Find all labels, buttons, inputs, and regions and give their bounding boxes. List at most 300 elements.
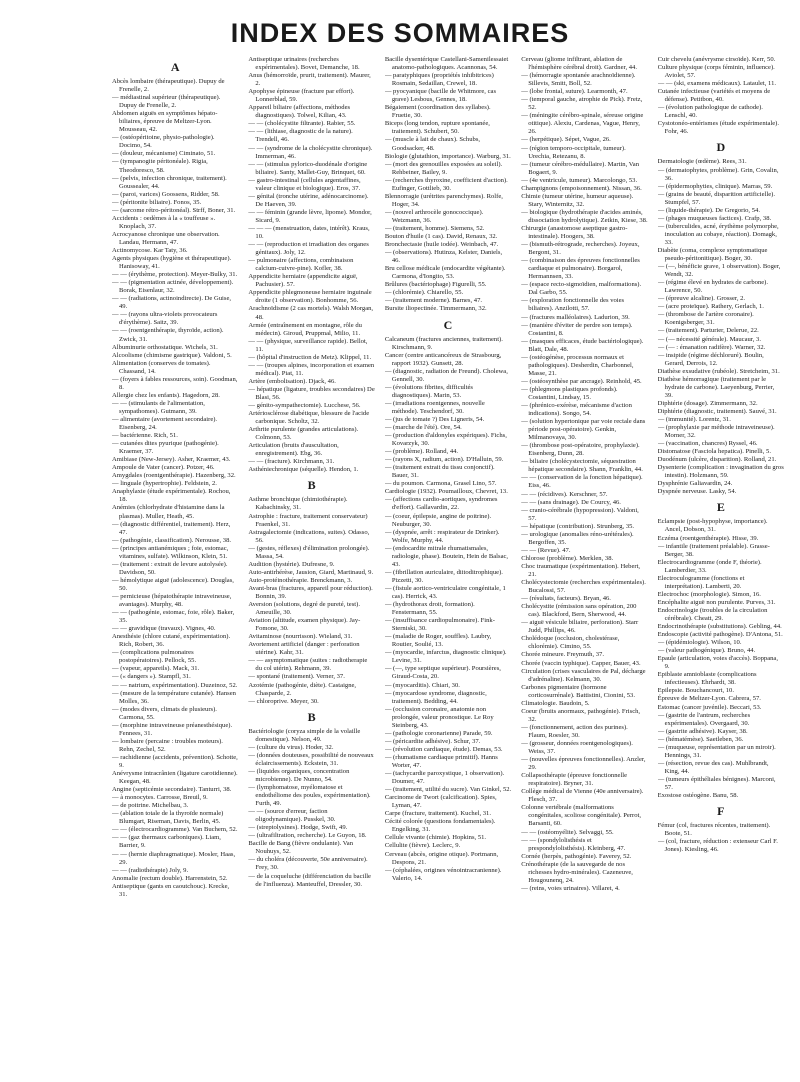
index-entry: — — gravidique (travaux). Vignes, 40. <box>112 625 216 633</box>
index-entry: — de la coqueluche (différenciation du bacille de l'influenza). Manteuffel, Dressler, 30. <box>248 872 371 888</box>
index-entry: — (vaccination, chancres) Ryssel, 46. <box>657 440 758 448</box>
index-entry: — (thrombose post-opératoire, prophylaxie). Eisenberg, Dunn, 28. <box>521 442 640 458</box>
index-entry: Climatologie. Baudoin, 5. <box>521 699 590 707</box>
index-entry: Distomatose (Fasciola hepatica). Pinelli, 5. <box>657 448 771 456</box>
index-entry: — — (rayons ultra-violets provocateurs d'érythème). Saitz, 39. <box>112 311 218 327</box>
index-entry: Acrocyanose chronique une observation. Landau, Hermann, 47. <box>112 230 220 246</box>
index-entry: Dysphrénie Galiavardin, 24. <box>657 480 733 488</box>
index-entry: — (gastrite adhésive). Kayser, 38. <box>657 727 748 735</box>
index-entry: Aversion (solutions, degré de pureté, test). Ameuille, 30. <box>248 601 360 617</box>
index-entry: — (insuffisance cardiopulmonaire). Fink-Sterniski, 30. <box>384 617 495 633</box>
index-entry: — (irradiations roentgennes, nouvelle méthode). Teschendorf, 30. <box>384 399 485 415</box>
index-entry: — — (sans drainage). De Courcy, 46. <box>521 498 621 506</box>
index-entry: Exostose ostéogène. Banu, 58. <box>657 792 739 800</box>
index-entry: — (nouvelles épreuves fonctionnelles). Anzler, 29. <box>521 756 646 772</box>
index-entry: — (liquide-thérapie). De Gregorio, 54. <box>657 206 760 214</box>
index-entry: — (ostéogénèse, processus normaux et pathologiques). Desherdin, Charbonnel, Masse, 21. <box>521 353 634 377</box>
index-entry: — pulmonaire (affections, combinaison calcium-cuivre-pine). Kofler, 38. <box>248 257 354 273</box>
index-entry: Chorée mineure. Freymuth, 37. <box>521 651 604 659</box>
index-entry: — (hydrothorax droit, formation). Fenstermann, 55. <box>384 601 475 617</box>
index-entry: — (— : émanation radifère). Warner, 32. <box>657 343 766 351</box>
index-entry: Cholécystite (rémission sans opération, 200 cas). Blackford, Bern, Sherwood, 44. <box>521 603 637 619</box>
index-entry: — — (fracture). Kirchmann, 31. <box>248 458 335 466</box>
index-entry: Audition (hystérie). Dufresne, 9. <box>248 560 335 568</box>
index-column <box>521 56 647 1074</box>
index-entry: Epilepsie. Bouchancourt, 10. <box>657 687 734 695</box>
index-entry: — — (conservation de la fonction hépatique). Eiss, 46. <box>521 474 643 490</box>
index-entry: — (immunité). Lorentz, 31. <box>657 415 731 423</box>
index-entry: Avitaminose (nourrisson). Wieland, 31. <box>248 633 353 641</box>
index-entry: — (sarcome rétro-péritonéal). Strff, Boner, 31. <box>112 206 236 214</box>
index-entry: Azotémie (pathogénie, diète). Castaigne, Chasparde, 2. <box>248 681 357 697</box>
index-entry: Anaphylaxie (étude expérimentale). Rochou, 18. <box>112 488 231 504</box>
index-entry: Circulation (crises vasculaires de Pal, décharge d'adrénaline). Kelmann, 30. <box>521 667 646 683</box>
index-entry: — (—, type septique supérieur). Poursières, Giraud-Costa, 20. <box>384 665 501 681</box>
index-entry: Crénothérapie (de la sauvegarde de nos richesses hydro-minérales). Cazeneuve, Hougounenq, 24. <box>521 860 633 884</box>
index-entry: Endoscopie (activité pathogène). D'Antona, 51. <box>657 631 783 639</box>
index-entry: Anomalie (rectum double). Harrenstein, 52. <box>112 874 228 882</box>
index-column <box>248 56 374 1074</box>
index-entry: — (col, fracture, réduction : extenseur Carl F. Jones). Kiesling, 46. <box>657 838 778 854</box>
index-entry: Electrochoc (morphologie). Simon, 16. <box>657 590 761 598</box>
index-entry: — (herpétique). Sépet, Vague, 26. <box>521 136 611 144</box>
index-entry: Blennorragie (urétrites parenchymes). Rolfe, Hoger, 34. <box>384 192 503 208</box>
index-entry: — — (ostéomyélite). Selvaggi, 55. <box>521 828 614 836</box>
index-entry: — hépatique (ligature, troubles secondaires) De Blasi, 56. <box>248 385 375 401</box>
index-entry: — (complications pulmonaires postopératoires). Pellock, 55. <box>112 649 197 665</box>
index-entry: Dysenterie (complication : invagination du gros intestin). Holzmann, 59. <box>657 464 784 480</box>
index-entry: — (nouvel arthrocèle gonococcique). Wetzmann, 36. <box>384 208 484 224</box>
index-entry: Bouton d'huile (1 cas). David, Renaux, 32. <box>384 233 498 241</box>
index-entry: Diabète (coma, complexe symptomatique pseudo-péritonitique). Boger, 30. <box>657 246 768 263</box>
index-entry: — (muscle à lait de chaux). Schubs, Goodsacker, 48. <box>384 136 481 152</box>
index-entry: Arachnoïdisme (2 cas mortels). Walsh Morgan, 48. <box>248 305 374 321</box>
index-entry: — (pathologie coronarienne) Parade, 59. <box>384 729 493 737</box>
index-entry: — (mort des grenouilles exposées au soleil). Rehbeiner, Bailey, 9. <box>384 160 503 176</box>
index-entry: — (rayons X, radium, action). D'Halluin, 59. <box>384 456 504 464</box>
index-entry: — urologique (anomalies réno-urétérales). Bergoffen, 35. <box>521 530 634 546</box>
index-entry: Cardiologie (1932). Poumailloux, Chevret, 13. <box>384 488 508 496</box>
index-entry: Bronchectasie (huile iodée). Weinbach, 47. <box>384 241 499 249</box>
index-entry: — (prophylaxie par méthode intraveineuse). Morner, 32. <box>657 424 775 440</box>
index-entry: — du choléra (découverte, 50e anniversaire). Frey, 30. <box>248 856 368 872</box>
index-entry: — (hématémèse). Saetleben, 36. <box>657 735 744 743</box>
index-entry: — — (syndrome de la cholécystite chronique). Immerman, 46. <box>248 144 373 160</box>
index-entry: — (pelvis, infection chronique, traitement). Goussealer, 44. <box>112 174 227 190</box>
index-entry: Anémies (chlorhydrate d'histamine dans la plasmas). Muller, Heath, 45. <box>112 504 225 520</box>
index-entry: — (marche de l'été). Ore, 54. <box>384 424 462 432</box>
index-entry: — (endocardite mitrale rhumatismales, radiologie, phase). Boutein, Hein de Balsac, 43. <box>384 544 509 568</box>
index-entry: Abcès lombaire (thérapeutique). Dupuy de Frenelle, 2. <box>112 78 225 94</box>
index-entry: Cutanée infectieuse (variétés et moyens de défense). Petitbon, 40. <box>657 88 771 104</box>
index-entry: Coeur (bruits anormaux, pathogénie). Frisch, 32. <box>521 707 641 723</box>
index-entry: Ampoule de Vater (cancer). Potzer, 46. <box>112 464 215 472</box>
index-entry: Duodénum (ulcère, disparition). Rolland, 21. <box>657 456 777 464</box>
index-entry: — cranio-cérébrale (hypopression). Valdoni, 57. <box>521 506 639 522</box>
index-entry: — (dyspnée, arrêt : respirateur de Drinker). Wolfe, Murphy, 44. <box>384 528 500 544</box>
index-entry: — (espace recto-sigmoïdien, malformations). Dal Garbo, 55. <box>521 281 642 297</box>
index-entry: — (région temporo-occipitale, tumeur). Urechia, Retezanu, 8. <box>521 144 626 160</box>
index-entry: — alimentaire (avortement secondaire). Eisenberg, 24. <box>112 415 218 432</box>
index-entry: — (recherches thyroxine, coefficient d'action). Eufinger, Gottlieb, 30. <box>384 176 508 192</box>
index-entry: — (traitement). Parturier, Delerue, 22. <box>657 327 759 335</box>
index-entry: — (manière d'éviter de perdre son temps). Costantini, 8. <box>521 321 633 337</box>
index-entry: Carpe (fracture, traitement). Kuchel, 31. <box>384 810 491 818</box>
index-entry: — (épidémiologie). Wilson, 10. <box>657 639 742 647</box>
index-entry: — (maladie de Roger, souffles). Laubry, Routier, Soulié, 13. <box>384 633 492 649</box>
index-entry: Apophyse épineuse (fracture par effort). Lonnerblad, 59. <box>248 88 355 104</box>
index-entry: Colonne vertébrale (malformations congénitales, scoliose congénitale). Perrot, Barsanti, 60. <box>521 804 642 828</box>
index-entry: — (temporal gauche, atrophie de Pick). Fretz, 52. <box>521 96 643 112</box>
index-entry: Appareil biliaire (affections, méthodes diagnostiques). Tolwel, Kilian, 43. <box>248 104 351 120</box>
index-entry: Asthéniechronique (séquelle). Hendon, 1. <box>248 466 359 474</box>
index-entry: Allergie chez les enfants). Hagedorn, 28. <box>112 391 220 399</box>
index-entry: — (ultrafiltration, recherche). Le Guyon, 18. <box>248 832 367 840</box>
index-entry: Abdomen aiguës en symptômes hépato-biliaires, épreuve de Meltzer-Lyon. Mousseau, 42. <box>112 110 218 134</box>
index-column <box>112 56 238 1074</box>
index-entry: — rachidienne (accidents, prévention). Schotte, 9. <box>112 753 238 769</box>
index-column <box>385 56 511 1074</box>
index-entry: Antiseptique (gants en caoutchouc). Krecke, 31. <box>112 882 230 898</box>
index-entry: — pernicieuse (hépatothérapie intraveineuse, avantages). Murphy, 48. <box>112 593 232 609</box>
index-entry: — (lobe frontal, suture). Learmonth, 47. <box>521 88 628 96</box>
index-entry: — génito-sympathectomie). Lucchese, 56. <box>248 402 361 410</box>
index-entry: Astragalectomie (indications, suites). Odasso, 56. <box>248 528 370 544</box>
index-entry: — hépatique (contribution). Strunberg, 35. <box>521 522 635 530</box>
index-entry: — — (érythème, protection). Meyer-Bulky, 31. <box>112 271 238 279</box>
index-entry: Electroculogramme (fonctions et interprétation). Lamberti, 20. <box>657 574 745 590</box>
index-entry: — (hémorragie spontanée arachnoïdienne). Sillevis, Smitt, Boll, 52. <box>521 72 636 88</box>
index-entry: — (grosseur, données roentgenologiques). Weiss, 37. <box>521 739 633 756</box>
index-entry: Armée (entraînement en montagne, rôle du médecin). Giroud, Pruppmal, Milio, 11. <box>248 321 362 337</box>
index-entry: — (résection, revue des cas). Muhlbrandt, King, 44. <box>657 759 769 775</box>
index-entry: Cancer (centre anticancéreux de Strasbourg, rapport 1932). Gunsett, 28. <box>384 351 502 367</box>
index-entry: — (masques efficaces, étude bactériologique). Blatt, Dale, 48. <box>521 337 644 353</box>
index-entry: Dermatologie (œdème). Rees, 31. <box>657 158 747 166</box>
index-entry: — — (pathogénie, estomac, foie, rôle). Baker, 35. <box>112 609 235 625</box>
index-entry: Diphtérie (diagnostic, traitement). Sauvé, 31. <box>657 407 777 415</box>
index-entry: — (solution hypertonique par voie rectale dans période post-opératoire). Genkin, Milmanovaya, 30. <box>521 418 646 442</box>
index-entry: — — (cholécystite filtrante). Rabier, 55. <box>248 120 356 128</box>
index-entry: — (modes divers, climats de plusieurs). Carmona, 55. <box>112 705 217 721</box>
index-entry: Eczéma (roentgenthérapie). Hisse, 39. <box>657 534 759 542</box>
index-entry: — (affections cardio-aortiques, syndromes d'effort). Gallavardin, 22. <box>384 496 498 512</box>
index-column <box>658 56 784 1074</box>
index-entry: — (données douteuses, possibilité de nouveaux éclaircissements). Eckstein, 31. <box>248 751 374 767</box>
index-entry: Cellulite (fièvre). Leclerc, 9. <box>384 842 461 850</box>
index-entry: — biologique (hydrothérapie d'acides aminés, dissociation hydrolytique). Zetkin, Kiese, 38. <box>521 208 648 224</box>
index-entry: Biologie (glutathion, importance). Warburg, 31. <box>384 152 511 160</box>
section-letter: F <box>717 804 725 819</box>
index-entry: — (tympanogite péritonéale). Rigia, Theodoresco, 58. <box>112 158 208 174</box>
index-entry: — (exploration fonctionnelle des voies biliaires). Anzilotti, 57. <box>521 297 625 313</box>
index-entry: — génital (tronche utérine, adénocarcinome). De Haeven, 39. <box>248 192 369 208</box>
index-entry: — (mesure de la température cutanée). Hansen Molles, 36. <box>112 689 236 705</box>
section-letter: A <box>170 60 180 74</box>
index-entry: — (lymphomatose, myélomatose et endothéliome des poules, expérimentation). Furth, 49. <box>248 783 371 808</box>
index-entry: Avortement artificiel (danger : perforation utérine). Kahr, 31. <box>248 641 360 657</box>
index-entry: — (culture du virus). Hoder, 32. <box>248 743 334 751</box>
index-entry: — (ablation totale de la thyroïde normale) Blumgart, Riseman, Davis, Berlin, 45. <box>112 810 224 826</box>
index-entry: — (—, bénéficie grave, 1 observation). Boger, Wendt, 32. <box>657 263 781 279</box>
index-entry: — (principes antianémiques ; foie, estomac, vitamines, sulfate). Wilkinson, Klein, 51. <box>112 544 229 560</box>
index-entry: Diphtérie (dosage). Zimmermann, 32. <box>657 399 758 407</box>
index-entry: — — (source d'erreur, faction oligodynamique). Pusskel, 30. <box>248 808 336 824</box>
index-entry: — linguale (hypertrophie). Feldstein, 2. <box>112 480 217 488</box>
section-letter: B <box>307 478 316 493</box>
index-entry: — (céphalées, origines vénointracranienne). Valerio, 14. <box>384 866 502 882</box>
index-entry: — infantile (traitement préalable). Grasse-Berger, 38. <box>657 542 770 558</box>
index-entry: — (valeur pathogénique). Bruno, 44. <box>657 647 756 655</box>
index-entry: — (muqueuse, représentation par un miroir). Hennings, 31. <box>657 743 776 759</box>
index-entry: — (fistule aortico-ventriculaire congénitale, 1 cas). Herrick, 43. <box>384 584 506 600</box>
index-entry: — (jus de tomate ?) Des Ligneris, 54. <box>384 415 485 423</box>
index-entry: — — (Revue). 47. <box>521 546 571 554</box>
index-entry: Bacille dysentérique Castellani-Samenilessaiet anatomo-pathologiques. Acannonas, 54. <box>384 56 509 72</box>
index-entry: — (résultats, facteurs). Bryan, 46. <box>521 595 611 603</box>
index-entry: Auto-antirhérèse, Jausion, Giard, Martinaud, 9. <box>248 568 374 576</box>
index-entry: — (coeur, épilepsie, angine de poitrine). Neuburger, 30. <box>384 512 492 528</box>
index-entry: — (phrénico-exérèse, mécanisme d'action indications). Songo, 54. <box>521 402 632 418</box>
index-entry: Cornée (herpès, pathogénie). Faverey, 52. <box>521 852 632 860</box>
section-letter: D <box>716 140 726 155</box>
index-entry: — (— nécessité générale). Maucaur, 3. <box>657 335 761 343</box>
index-entry: — (ostéopéritoine, physio-pathologie). Docimo, 54. <box>112 134 215 150</box>
index-entry: — (observations). Hutinza, Kelster, Daniels, 46. <box>384 249 503 265</box>
index-entry: Cuir chevelu (anévrysme cirsoïde). Kerr, 50. <box>657 56 776 63</box>
index-entry: Appendicite phlegmoneuse herniaire inguinale droite (1 observation). Bonhomme, 56. <box>248 289 372 305</box>
index-entry: Diathèse hémorragique (traitement par le hydrate de carbone). Laeyenburg, Perrier, 39. <box>657 375 775 399</box>
index-entry: — — (spondylolisthésis et prespondylolisthésis). Kleinberg, 47. <box>521 836 626 852</box>
index-entry: — (grains de beauté, disparition artificielle). Stumpfel, 57. <box>657 190 775 206</box>
index-entry: — insipide (régime déchloruré). Boulin, Gerard, Derrois, 12. <box>657 351 764 367</box>
index-entry: — (4e ventricule, tumeur). Marcolongo, 53. <box>521 176 638 184</box>
index-entry: — (tumeurs épithéliales bénignes). Marconi, 57. <box>657 775 776 791</box>
index-entry: — (péricardite adhésive). Schur, 37. <box>384 737 481 745</box>
index-entry: — (combinaison des épreuves fonctionnelles cardiaque et pulmonaire). Borgarol, Hermannsen, 33. <box>521 257 640 281</box>
index-entry: Actinomycose. Kar Taty, 36. <box>112 246 188 254</box>
index-entry: Cellule vivante (chimie). Hopkins, 51. <box>384 834 487 842</box>
index-entry: — (dermatophytes, problème). Grin, Covalin, 36. <box>657 166 779 182</box>
index-entry: Articulation (bruits d'auscultation, enregistrement). Ebg, 36. <box>248 442 339 458</box>
index-entry: — gastro-intestinal (cellules argentaffines, valeur clinique et biologique). Eros, 37. <box>248 176 361 192</box>
index-entry: Endocrinologie (troubles de la circulation cérébrale). Cheatt, 29. <box>657 606 768 622</box>
index-entry: — (hôpital d'instruction de Metz). Klippel, 11. <box>248 353 372 361</box>
index-entry: — (péritonite biliaire). Fonos, 35. <box>112 198 202 206</box>
index-entry: Epaule (articulation, voies d'accès). Boppana, 9. <box>657 655 779 671</box>
index-entry: — spontané (traitement). Verner, 37. <box>248 673 345 681</box>
index-entry: Artériosclérose diabétique, blessure de l'acide carbonique. Scholtz, 32. <box>248 410 370 426</box>
index-entry: — (morphine intraveineuse préanesthésique). Fennees, 31. <box>112 721 233 737</box>
index-entry: — bactérienne. Rich, 51. <box>112 432 178 440</box>
index-entry: Agents physiques (hygiène et thérapeutique). Hanisoway, 41. <box>112 255 232 271</box>
index-entry: — — (hernie diaphragmatique). Mosler, Haas, 29. <box>112 850 236 866</box>
index-entry: Cholécystectomie (recherches expérimentales). Bucalossi, 57. <box>521 579 646 595</box>
index-entry: — (traitement, utilité du sucre). Van Ginkel, 52. <box>384 786 512 794</box>
index-entry: Carcinome de Twort (calcification). Spies, Lyman, 47. <box>384 794 497 810</box>
index-entry: Anévrysme intracrânien (ligature carotidienne). Keegan, 48. <box>112 770 238 786</box>
index-entry: — — (roentgenthérapie, thyroïde, action). Zwick, 31. <box>112 327 224 343</box>
index-entry: — — (électrocardiogramme). Van Buchem, 52. <box>112 826 238 834</box>
index-entry: Aviation (altitude, examen physique). Jay-Fomone, 30. <box>248 617 361 633</box>
index-entry: — aiguë vésicule biliaire, perforation). Starr Judd, Phillips, 46. <box>521 619 639 635</box>
index-entry: — — (reproduction et irradiation des organes génitaux). Joly, 12. <box>248 241 369 257</box>
index-entry: Arthrite purulente (grandes articulations). Colmonn, 53. <box>248 426 359 442</box>
index-entry: Fémur (col, fractures récentes, traitement). Boote, 51. <box>657 822 771 838</box>
index-entry: Amibiase (New-Jersey). Asher, Kraemer, 43. <box>112 456 231 464</box>
index-entry: Diathèse exsudative (rubéole). Stretcheim, 31. <box>657 367 780 375</box>
index-entry: — (liquides organiques, concentration microbienne). De Nunno, 54. <box>248 767 350 783</box>
index-entry: — — asymptomatique (suites : radiotherapie du col utérin). Rehmann, 39. <box>248 657 368 673</box>
index-entry: — (tuberculides, acné, érythème polymorphe, inoculation au cobaye, réaction). Domagk, 33. <box>657 222 779 246</box>
index-entry: — (fractures malléolaires). Ladurion, 39. <box>521 313 630 321</box>
index-entry: — (diagnostic, radiation de Freund). Cholewa, Gennell, 30. <box>384 367 508 383</box>
index-entry: Cerveau (gliome infiltrant, ablation de l'hémisphère cérébral droit). Gardner, 44. <box>521 56 637 72</box>
index-entry: — — (stimulus pylorico-duodénale d'origine biliaire). Santy, Mallet-Guy, Brinquet, 60. <box>248 160 368 176</box>
index-entry: — (production d'aldonyles expériques). Fichs, Kovarzyk, 30. <box>384 432 507 448</box>
index-entry: Anesthésie (chlore cutané, expérimentation). Rich, Robert, 36. <box>112 633 231 649</box>
index-entry: Appendicite herniaire (appendicite aiguë, Pachusier). 57. <box>248 273 358 289</box>
index-entry: Estomac (cancer juvénile). Beccari, 53. <box>657 703 762 711</box>
index-entry: — (fibrillation auriculaire, diitoditrophique). Pizzetti, 30. <box>384 568 503 584</box>
index-entry: Anus (hémorroïde, prurit, traitement). Maurer, 2. <box>248 72 371 88</box>
index-entry: — (épreuve alcaline). Grosser, 2. <box>657 295 746 303</box>
index-entry: — (phages muqueuses factices). Crafp, 38. <box>657 214 772 222</box>
index-entry: Alcoolisme (chimisme gastrique). Valdoni, 5. <box>112 351 232 359</box>
index-entry: — — (ski, examens médicaux). Lataulet, 11. <box>657 80 777 88</box>
index-entry: — (pathogénie, classification). Nerousse, 38. <box>112 536 232 544</box>
section-letter: E <box>716 500 725 515</box>
index-entry: — — (physique, surveillance rapide). Bellot, 11. <box>248 337 368 353</box>
index-entry: — (chlorémie). Chiarello, 55. <box>384 289 464 297</box>
index-entry: Brûlures (bactériophage) Figurelli, 55. <box>384 281 487 289</box>
section-letter: B <box>307 709 316 724</box>
index-entry: — — (stimulants de l'alimentation, sympathomes). Gutmann, 39. <box>112 399 205 415</box>
index-entry: — — (troupes alpines, incorporation et examen médical). Piat, 11. <box>248 361 375 377</box>
index-entry: Culture physique (corps féminin, influence). Aviolet, 57. <box>657 64 775 80</box>
index-entry: — (épidermophyties, clinique). Marras, 59. <box>657 182 773 190</box>
index-entry: Biceps (long tendon, rupture spontanée, traitement). Schubert, 50. <box>384 120 490 136</box>
index-entry: Chimie (tumeur utérine, humeur aqueuse). Stary, Winternitz, 32. <box>521 192 634 208</box>
index-entry: Astrophie : fracture, traitement conservateur) Fraenkel, 31. <box>248 512 368 528</box>
index-entry: Épreuve de Meltzer-Lyon. Cabrera, 57. <box>657 695 761 703</box>
index-entry: — (régime élevé en hydrates de carbone). Lawrence, 50. <box>657 279 769 295</box>
index-entry: — (tumeur cérébro-médullaire). Martin, Van Bogaert, 9. <box>521 160 640 176</box>
index-entry: Chlorose (problème). Merklen, 38. <box>521 554 614 562</box>
index-entry: — (gestes, réflexes) d'élimination prolongée). Massa, 54. <box>248 544 370 560</box>
index-entry: — (paroi, varices) Goossens, Ridder, 58. <box>112 190 220 198</box>
index-entry: — lombaire (percaine : troubles moteurs). Rehn, Zechel, 52. <box>112 737 223 753</box>
index-entry: Eclampsie (post-hypophyse, importance). Ancel, Dobson, 31. <box>657 518 768 534</box>
index-entry: Collège médical de Vienne (40e anniversaire). Flesch, 37. <box>521 788 644 804</box>
index-entry: — (foyers à fables ressources, soin). Goodman, 8. <box>112 375 238 391</box>
index-entry: — (« dangers »). Stampfl, 31. <box>112 673 191 681</box>
index-entry: — — féminin (grande lèvre, lipome). Mondor, Sicard, 9. <box>248 208 372 224</box>
index-entry: — (thrombose de l'artère coronaire). Koenigsberger, 31. <box>657 311 754 327</box>
index-entry: Electrocardiogramme (onde F, théorie). Lamberdier, 33. <box>657 558 762 574</box>
index-entry: — (gastrite de l'antrum, recherches expérimentales). Overgaard, 30. <box>657 711 751 727</box>
page-title: INDEX DES SOMMAIRES <box>230 18 570 48</box>
index-entry: — (douleur, mécanisme) Ciminato, 51. <box>112 150 216 158</box>
index-entry: — (tachycardie paroxystique, 1 observation). Doumer, 47. <box>384 770 505 786</box>
index-entry: — cutanées dites pyurique (pathogénie). Kraemer, 37. <box>112 440 219 456</box>
index-entry: — (révolution cardiaque, étude). Demas, 53. <box>384 745 503 753</box>
index-entry: Encéphalite aiguë non purulente. Purves, 31. <box>657 598 776 606</box>
index-entry: — — — (menstruation, dates, intérêt). Kraus, 10. <box>248 224 370 241</box>
index-entry: — de poitrine. Michelbau, 3. <box>112 802 189 810</box>
index-entry: Dyspnée nerveuse. Lasky, 54. <box>657 488 737 496</box>
index-entry: — (évolutions fibrites, difficultés diagnostiques). Marin, 53. <box>384 383 473 399</box>
index-entry: — (traitement, homme). Siemens, 52. <box>384 224 485 232</box>
index-entry: Angine (septicémie secondaire). Tanturri, 38. <box>112 786 232 794</box>
index-entry: Champignons (empoisonnement). Nissan, 36. <box>521 184 642 192</box>
index-entry: Avant-bras (fractures, appareil pour réduction). Bonnin, 39. <box>248 584 373 600</box>
index-entry: Bactériologie (coryza simple de la volaille domestique). Nelson, 49. <box>248 727 361 743</box>
index-entry: — paratyphiques (propriétés inhibitrices) Rosmain, Sedaillan, Crewel, 18. <box>384 72 494 88</box>
index-entry: Cholédoque (occlusion, cholestérase, chlorémie). Cimino, 55. <box>521 635 620 651</box>
index-entry: — — (pigmentation actinée, développement). Borak, Eisenlaur, 32. <box>112 279 234 295</box>
index-columns <box>112 56 784 1074</box>
index-entry: — (fonctionnement, action des purines). Flaum, Roesler, 30. <box>521 723 628 739</box>
index-entry: Asthme bronchique (chimiothérapie). Kabachinsky, 31. <box>248 496 348 512</box>
index-entry: — — natrium, expérimentation). Duzeinoz, 52. <box>112 681 238 689</box>
index-entry: — (occlusion coronaire, anatomie non prolongée, valeur pronostique. Le Roy Steinberg, 43. <box>384 705 494 729</box>
index-entry: — (problème). Rolland, 44. <box>384 448 459 456</box>
index-entry: — (myocardose syndrome, diagnostic, traitement). Bedding, 44. <box>384 689 487 705</box>
index-entry: Choc traumatique (expérimentation). Hebert, 21. <box>521 562 641 578</box>
index-entry: — (acre proteïque). Rathery, Gerlach, 1. <box>657 303 764 311</box>
index-entry: — à monocytes. Carrosse, Breuil, 9. <box>112 794 208 802</box>
section-letter: C <box>443 317 453 332</box>
index-entry: — hémolytique aiguë (adolescence). Douglas, 50. <box>112 576 234 592</box>
index-entry: Bégaiement (coordination des syllabes). Fruetie, 30. <box>384 104 491 120</box>
index-entry: — (rhumatisme cardiaque primitif). Hanns Worter, 47. <box>384 753 498 769</box>
index-entry: Epiblaste amnioblaste (complications infectieuses). Ehrhardt, 38. <box>657 671 757 687</box>
index-entry: Chirurgie (anastomose aseptique gastro-intestinale). Hoogers, 38. <box>521 224 628 241</box>
index-entry: — — (gaz thermaux carboniques). Liam, Barrier, 9. <box>112 834 221 850</box>
index-entry: — (bismuth-rétrograde, recherches). Joyeux, Bergont, 31. <box>521 241 640 257</box>
index-entry: Bursite iliopectinée. Timmermann, 32. <box>384 305 487 313</box>
index-entry: Albuminurie orthostatique. Wichels, 31. <box>112 343 218 351</box>
index-entry: Cerveau (abcès, origine otique). Portmann, Despons, 21. <box>384 850 499 866</box>
index-entry: Accidents : oedèmes à la « touffeuse ». Knoplach, 37. <box>112 214 216 230</box>
index-entry: — (diagnostic différentiel, traitement). Herz, 47. <box>112 520 231 536</box>
index-entry: Bru cellose médicale (endocardite végétante). Carmona, d'Iongito, 53. <box>384 265 506 281</box>
index-entry: — (streptolysines). Hodge, Swift, 49. <box>248 824 348 832</box>
index-entry: — — (radiations, actinoindirecte). De Guise, 49. <box>112 295 232 311</box>
index-entry: — (traitement extrait du tissu conjonctif). Bauer, 31. <box>384 464 495 480</box>
index-entry: — (reins, voies urinaires). Villaret, 4. <box>521 884 620 892</box>
index-entry: — médiastinal supérieur (thérapeutique). Dupuy de Frenelle, 2. <box>112 94 221 110</box>
index-entry: Cystotonéo-entérismes (étude expérimentale). Fohr, 46. <box>657 120 780 136</box>
index-entry: Carbones pigmentaire (hormone corticosurrénale). Battistini, Cionini, 53. <box>521 683 635 699</box>
index-entry: — — (lithiase, diagnostic de la nature). Trendell, 46. <box>248 128 353 144</box>
index-entry: Auto-protéinothérapie. Brenckmann, 3. <box>248 576 353 584</box>
index-entry: Calcaneum (fractures anciennes, traitement). Kirschmann, 9. <box>384 335 503 351</box>
index-entry: Endocrinothérapie (substitutions). Gebling, 44. <box>657 623 782 631</box>
index-entry: — (myocardie, infarctus, diagnostic clinique). Levine, 31. <box>384 649 507 665</box>
index-entry: — du poumon. Carmona, Grasel Lino, 57. <box>384 480 497 488</box>
index-entry: — chloroprive. Meyer, 30. <box>248 697 319 705</box>
index-entry: — (méningite cérébro-spinale, séreuse origine otitique). Alexiu, Cardenas, Vague, Henry, 26. <box>521 112 644 136</box>
index-entry: — (traitement moderne). Barnes, 47. <box>384 297 483 305</box>
index-entry: Cécité colorée (questions fondamentales). Engelking, 31. <box>384 818 496 834</box>
index-entry: — pyocyanique (bacille de Whitmore, cas grave) Lesbous, Gennes, 18. <box>384 88 497 104</box>
index-entry: — (traitement : extrait de levure autolysée). Davidson, 50. <box>112 560 228 576</box>
index-entry: Bacille de Bang (fièvre ondulante). Van Nouhuys, 52. <box>248 840 354 856</box>
index-entry: Alimentation (conserves de tomates). Chassand, 14. <box>112 359 211 375</box>
index-entry: Antiseptique urinaires (recherches expérimentales). Bovet, Demanche, 18. <box>248 56 360 72</box>
